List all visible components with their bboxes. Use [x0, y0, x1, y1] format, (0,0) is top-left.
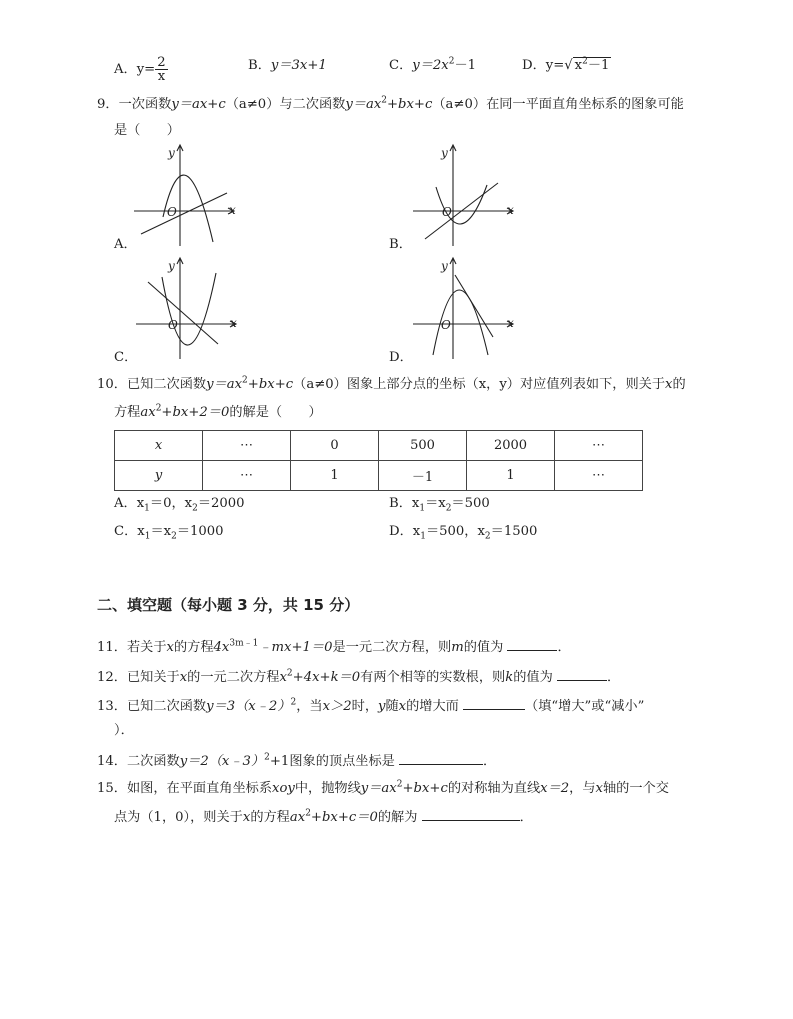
formula-text: +bx+2＝0	[161, 405, 230, 420]
formula-text: y＝ax	[206, 377, 243, 392]
table-cell: x	[115, 431, 203, 461]
option-text: x	[136, 496, 145, 511]
fraction-numerator: 2	[157, 55, 166, 70]
variable: x	[242, 810, 251, 825]
table-cell: －1	[379, 461, 467, 491]
formula-text: +bx+c	[247, 377, 294, 392]
exponent: 2	[305, 808, 311, 819]
answer-blank[interactable]	[557, 668, 607, 681]
q9-question	[97, 96, 684, 114]
question-text: 的对称轴为直线	[447, 781, 541, 796]
q9-graph-d	[403, 255, 523, 365]
option-text: ＝x	[150, 524, 172, 539]
question-text: ，与	[569, 781, 596, 796]
exponent: 2	[396, 779, 403, 790]
formula-text: +bx+c	[387, 97, 433, 112]
answer-blank[interactable]	[422, 808, 520, 821]
exponent: 2	[381, 95, 387, 106]
line	[455, 275, 493, 337]
subscript: 1	[144, 531, 151, 542]
formula-text: ax	[140, 405, 156, 420]
question-number: 9．	[97, 97, 119, 112]
question-text: 已知二次函数	[126, 377, 207, 392]
question-text: 中，抛物线	[294, 781, 361, 796]
option-label: B．	[389, 496, 412, 511]
q10-option-d	[389, 523, 537, 541]
formula-text: y＝2x	[412, 58, 449, 73]
table-cell: y	[115, 461, 203, 491]
subscript: 2	[192, 503, 198, 514]
q9-graph-a	[130, 142, 250, 252]
question-text: 的值为	[513, 670, 553, 685]
option-label: B．	[248, 58, 271, 73]
formula-text: x＝2	[540, 781, 570, 796]
question-text: （a≠0）	[293, 377, 347, 392]
formula-text: 4x	[213, 640, 230, 655]
y-label: y	[441, 146, 448, 160]
option-text: ＝500，x	[425, 524, 485, 539]
question-text: 有两个相等的实数根，则	[360, 670, 506, 685]
q8-option-c	[389, 57, 476, 75]
option-text: x	[412, 524, 421, 539]
variable: x	[595, 781, 603, 796]
q9-option-c-label: C．	[114, 350, 138, 365]
formula-text: y＝3x+1	[270, 58, 327, 73]
table-cell: 2000	[467, 431, 555, 461]
subscript: 2	[445, 503, 452, 514]
answer-blank[interactable]	[463, 697, 525, 710]
variable: y	[378, 699, 386, 714]
q10-option-c	[114, 523, 224, 541]
option-label: D．	[389, 524, 413, 539]
question-text: 的解是（ ）	[229, 405, 322, 420]
q12-question	[97, 668, 620, 687]
option-text: x	[137, 524, 145, 539]
formula-text: ﹣mx+1＝0	[258, 640, 333, 655]
question-text: 的方程	[250, 810, 290, 825]
option-label: D．	[522, 58, 546, 73]
table-cell: 0	[291, 431, 379, 461]
q9-option-d-label: D．	[389, 350, 413, 365]
q8-option-b	[248, 57, 327, 75]
question-text: 轴的一个交	[602, 781, 669, 796]
question-text: ，当	[296, 699, 323, 714]
q9-graph-c	[130, 255, 250, 365]
exponent: 2	[264, 752, 270, 763]
question-text: （填“增大”或“减小”	[525, 699, 645, 714]
question-text: 的增大而	[406, 699, 459, 714]
question-number: 14．	[97, 754, 127, 769]
variable: x	[398, 699, 407, 714]
question-text: ．	[519, 810, 533, 825]
subscript: 1	[419, 503, 426, 514]
question-text: 的值为	[463, 640, 504, 655]
question-text: 方程	[114, 405, 141, 420]
variable: x	[665, 377, 673, 392]
variable: k	[505, 670, 514, 685]
formula-text: +bx+c	[402, 781, 448, 796]
variable: x	[166, 640, 174, 655]
variable: xoy	[272, 781, 295, 796]
q10-option-a	[114, 495, 245, 513]
table-cell: ⋯	[555, 431, 643, 461]
option-label: C．	[389, 58, 413, 73]
q10-value-table	[114, 430, 643, 491]
formula-text: +bx+c＝0	[310, 810, 378, 825]
radicand-base: x	[574, 58, 583, 73]
question-text: （a≠0）	[432, 97, 487, 112]
question-text: 点为（1，0），则关于	[114, 810, 243, 825]
formula-text: y＝ax	[345, 97, 382, 112]
exponent: 2	[290, 697, 297, 708]
question-number: 15．	[97, 781, 127, 796]
q14-question	[97, 752, 496, 771]
exponent: 2	[242, 375, 248, 386]
table-cell: ⋯	[555, 461, 643, 491]
formula-text: x	[279, 670, 287, 685]
table-row	[115, 461, 643, 491]
question-text: 在同一平面直角坐标系的图象可能	[486, 97, 684, 112]
option-label: C．	[114, 524, 138, 539]
question-text: 的	[672, 377, 686, 392]
q10-question-line2	[114, 404, 322, 422]
line	[141, 193, 227, 234]
option-text: ＝2000	[197, 496, 245, 511]
question-text: 图象的顶点坐标是	[289, 754, 395, 769]
question-text: 二次函数	[126, 754, 180, 769]
sqrt-sign: √	[564, 58, 573, 73]
origin-label: O	[167, 205, 177, 219]
question-text: （a≠0）	[225, 97, 280, 112]
formula-text: +1	[269, 754, 290, 769]
question-text: 随	[385, 699, 399, 714]
question-text: 图象上部分点的坐标（x，y）对应值列表如下，则关于	[346, 377, 666, 392]
table-row	[115, 431, 643, 461]
formula-text: －1	[454, 58, 477, 73]
formula-text: y=	[136, 62, 156, 77]
parabola	[162, 273, 216, 345]
q9-option-b-label: B．	[389, 237, 412, 252]
question-text: 的解为	[377, 810, 418, 825]
q10-question	[97, 376, 686, 394]
table-cell: ⋯	[203, 461, 291, 491]
question-text: 的方程	[173, 640, 214, 655]
y-label: y	[168, 146, 175, 160]
subscript: 2	[171, 531, 177, 542]
formula-text: y＝ax	[360, 781, 397, 796]
question-text: 的一元二次方程	[187, 670, 280, 685]
table-cell: ⋯	[203, 431, 291, 461]
question-number: 13．	[97, 699, 127, 714]
question-text: 一次函数	[118, 97, 172, 112]
option-text: ＝1500	[490, 524, 538, 539]
q13-question	[97, 697, 644, 716]
subscript: 1	[144, 503, 150, 514]
option-text: ＝1000	[176, 524, 224, 539]
origin-label: O	[442, 205, 452, 219]
x-label: x	[507, 203, 514, 217]
radicand-rest: －1	[587, 58, 610, 73]
option-label: A．	[114, 62, 137, 77]
option-text: x	[411, 496, 420, 511]
option-text: ＝500	[451, 496, 490, 511]
question-number: 12．	[97, 670, 127, 685]
fraction-denominator: x	[157, 69, 166, 84]
table-cell: 500	[379, 431, 467, 461]
x-label: x	[229, 203, 236, 217]
x-label: x	[507, 316, 514, 330]
question-text: 如图，在平面直角坐标系	[126, 781, 273, 796]
fraction	[155, 56, 167, 83]
question-text: 时，	[351, 699, 379, 714]
q8-option-d	[522, 57, 611, 75]
formula-text: ax	[289, 810, 306, 825]
subscript: 2	[484, 531, 491, 542]
q9-option-a-label: A．	[114, 237, 137, 252]
question-text: 若关于	[126, 640, 167, 655]
y-label: y	[168, 259, 175, 273]
table-cell: 1	[291, 461, 379, 491]
origin-label: O	[441, 318, 451, 332]
answer-blank[interactable]	[399, 752, 483, 765]
q8-option-a	[114, 56, 168, 83]
question-text: 与二次函数	[279, 97, 346, 112]
variable: x	[179, 670, 188, 685]
formula-text: y＝ax+c	[171, 97, 226, 112]
question-text: ．	[606, 670, 621, 685]
formula-text: y＝2（x﹣3）	[179, 754, 265, 769]
formula-text: x＞2	[322, 699, 352, 714]
q13-question-line2: ）．	[114, 723, 134, 738]
option-text: ＝0，x	[149, 496, 193, 511]
option-text: ＝x	[425, 496, 446, 511]
question-text: ．	[557, 640, 571, 655]
variable: m	[451, 640, 464, 655]
exponent: 2	[286, 668, 293, 679]
formula-text: y=	[545, 58, 565, 73]
q11-question	[97, 638, 571, 657]
exponent: 3m﹣1	[229, 638, 259, 649]
y-label: y	[441, 259, 448, 273]
formula-text: +4x+k＝0	[292, 670, 361, 685]
x-label: x	[230, 316, 237, 330]
table-cell: 1	[467, 461, 555, 491]
question-text: 已知关于	[126, 670, 180, 685]
exponent: 2	[155, 403, 162, 414]
exponent: 2	[448, 56, 455, 67]
formula-text: y＝3（x﹣2）	[206, 699, 291, 714]
sqrt-radicand	[573, 57, 612, 73]
question-number: 10．	[97, 377, 127, 392]
section-title: 二、填空题（每小题 3 分，共 15 分）	[97, 596, 360, 614]
q15-question	[97, 780, 669, 798]
subscript: 1	[420, 531, 426, 542]
question-text: ．	[483, 754, 497, 769]
exponent: 2	[582, 56, 588, 67]
question-text: 是一元二次方程，则	[332, 640, 452, 655]
origin-label: O	[168, 318, 178, 332]
q15-question-line2	[114, 808, 533, 827]
option-label: A．	[114, 496, 137, 511]
question-text: 已知二次函数	[126, 699, 207, 714]
line	[148, 282, 218, 344]
q9-graph-b	[403, 142, 523, 252]
question-number: 11．	[97, 640, 127, 655]
q9-question-line2: 是（ ）	[114, 123, 180, 138]
answer-blank[interactable]	[507, 638, 557, 651]
q10-option-b	[389, 495, 490, 513]
